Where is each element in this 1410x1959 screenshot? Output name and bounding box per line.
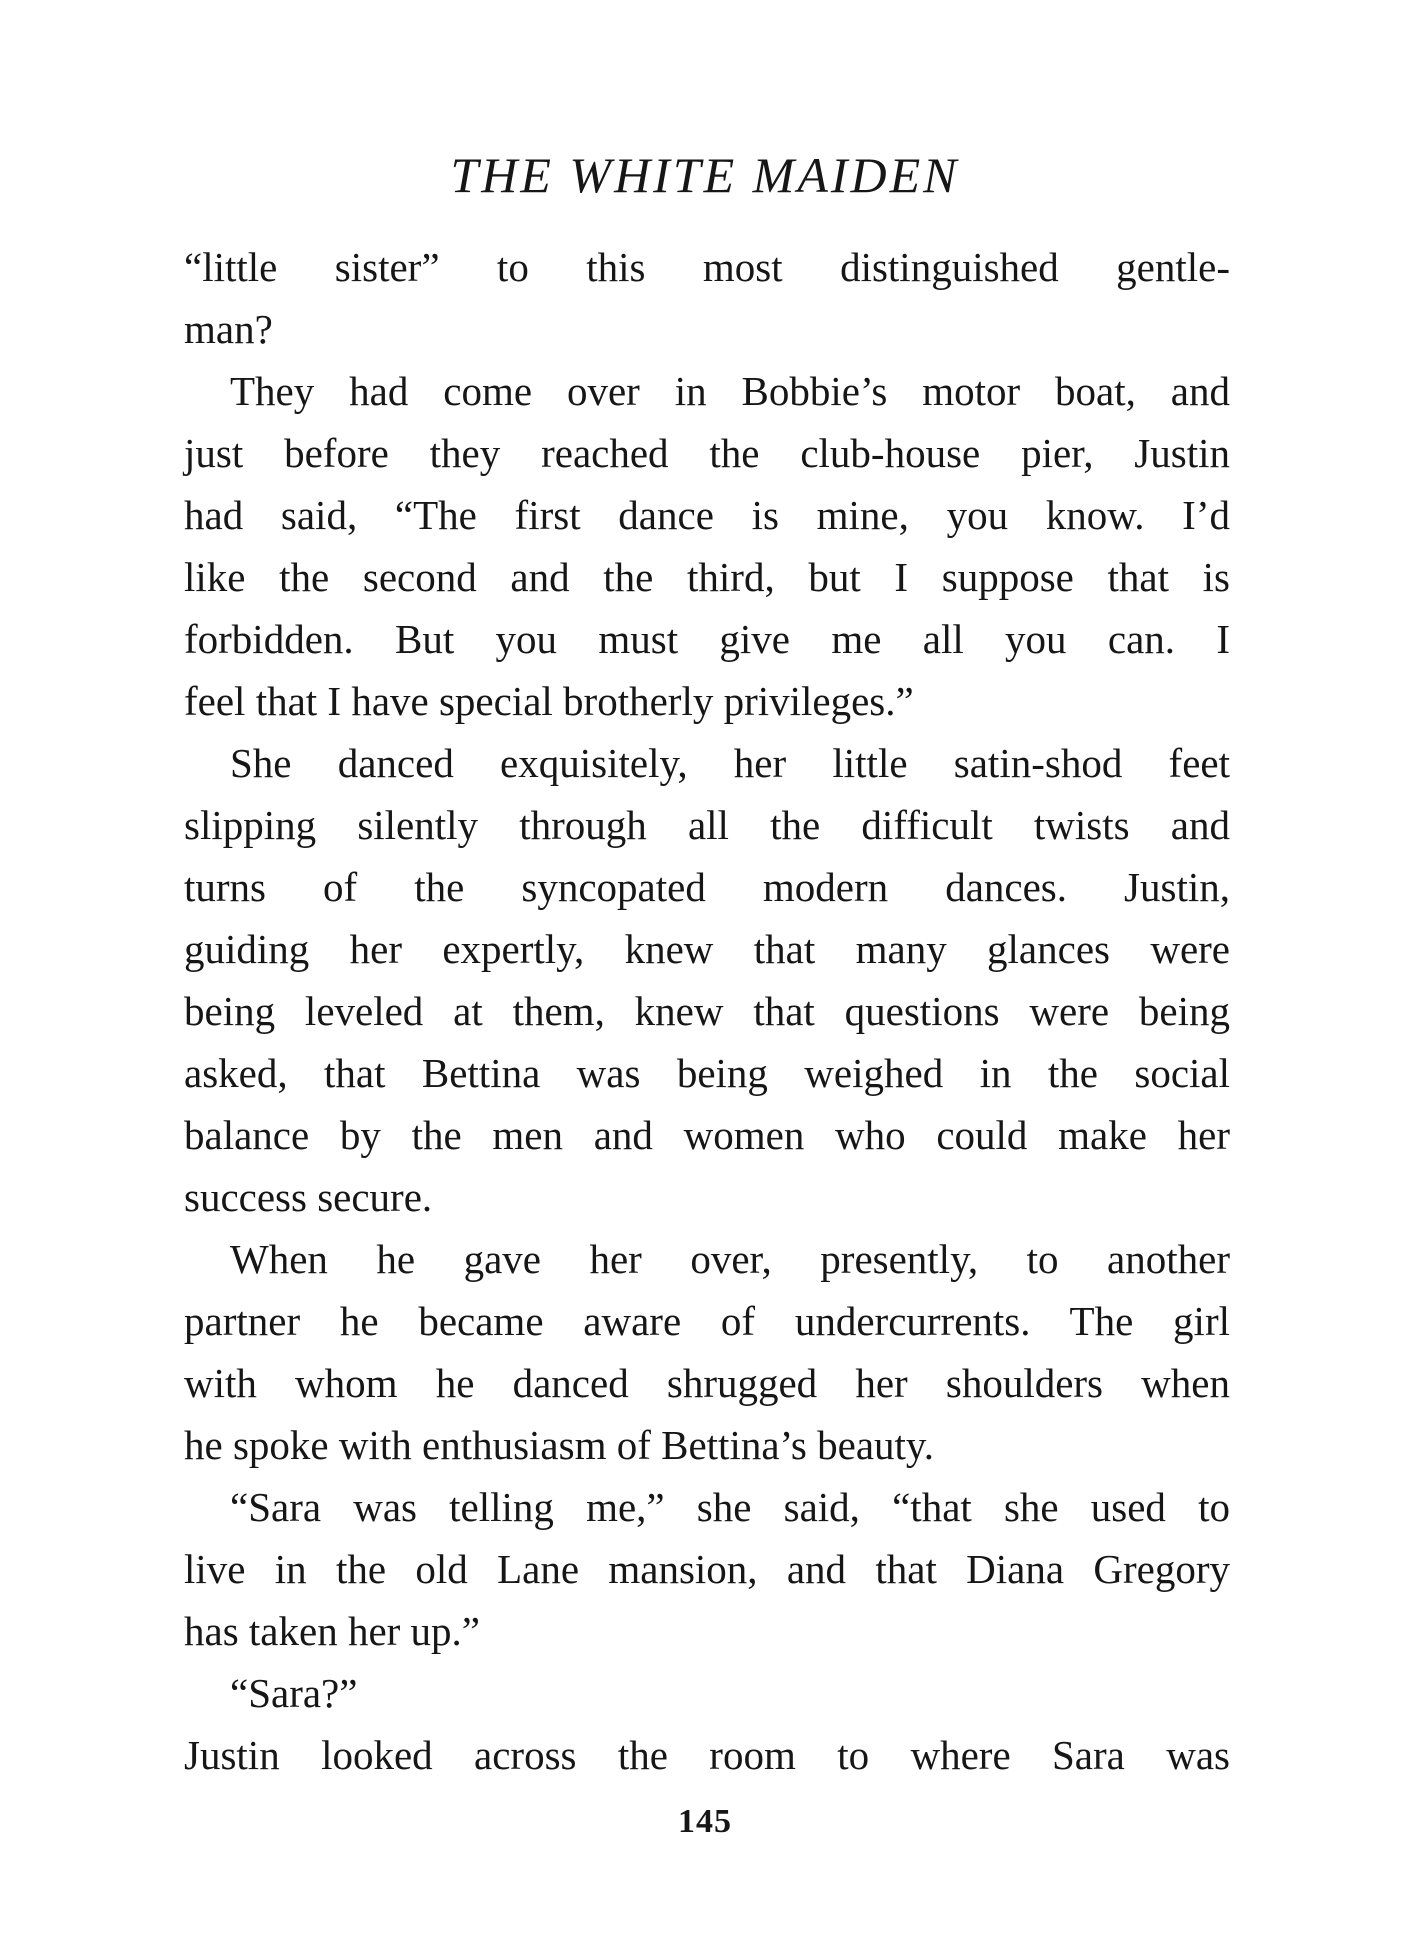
text-line: She danced exquisitely, her little satin-shod feet bbox=[230, 740, 1230, 786]
text-line: just before they reached the club-house pier, Justin bbox=[184, 430, 1230, 476]
text-line: man? bbox=[184, 306, 273, 352]
text-line: live in the old Lane mansion, and that Diana Gregory bbox=[184, 1546, 1230, 1592]
text-line: like the second and the third, but I suppose that is bbox=[184, 554, 1230, 600]
running-title: THE WHITE MAIDEN bbox=[450, 147, 960, 203]
text-line: slipping silently through all the difficult twists and bbox=[184, 802, 1230, 848]
text-line: “little sister” to this most distinguished gentle- bbox=[184, 244, 1230, 290]
body-text bbox=[184, 236, 1230, 1786]
text-line: asked, that Bettina was being weighed in the social bbox=[184, 1050, 1230, 1096]
text-line: had said, “The first dance is mine, you know. I’d bbox=[184, 492, 1230, 538]
text-line: he spoke with enthusiasm of Bettina’s beauty. bbox=[184, 1422, 935, 1468]
text-line: has taken her up.” bbox=[184, 1608, 480, 1654]
text-line: “Sara was telling me,” she said, “that she used to bbox=[230, 1484, 1230, 1530]
page-number: 145 bbox=[678, 1803, 732, 1840]
text-line: They had come over in Bobbie’s motor boat, and bbox=[230, 368, 1230, 414]
text-line: forbidden. But you must give me all you can. I bbox=[184, 616, 1230, 662]
text-line: feel that I have special brotherly privileges.” bbox=[184, 678, 914, 724]
text-line: When he gave her over, presently, to another bbox=[230, 1236, 1230, 1282]
text-line: Justin looked across the room to where Sara was bbox=[184, 1732, 1230, 1778]
text-line: partner he became aware of undercurrents. The girl bbox=[184, 1298, 1230, 1344]
text-line: success secure. bbox=[184, 1174, 433, 1220]
text-line: with whom he danced shrugged her shoulders when bbox=[184, 1360, 1230, 1406]
text-line: being leveled at them, knew that questions were being bbox=[184, 988, 1230, 1034]
text-line: balance by the men and women who could make her bbox=[184, 1112, 1230, 1158]
text-line: “Sara?” bbox=[230, 1670, 358, 1716]
text-line: turns of the syncopated modern dances. Justin, bbox=[184, 864, 1230, 910]
text-line: guiding her expertly, knew that many glances were bbox=[184, 926, 1230, 972]
